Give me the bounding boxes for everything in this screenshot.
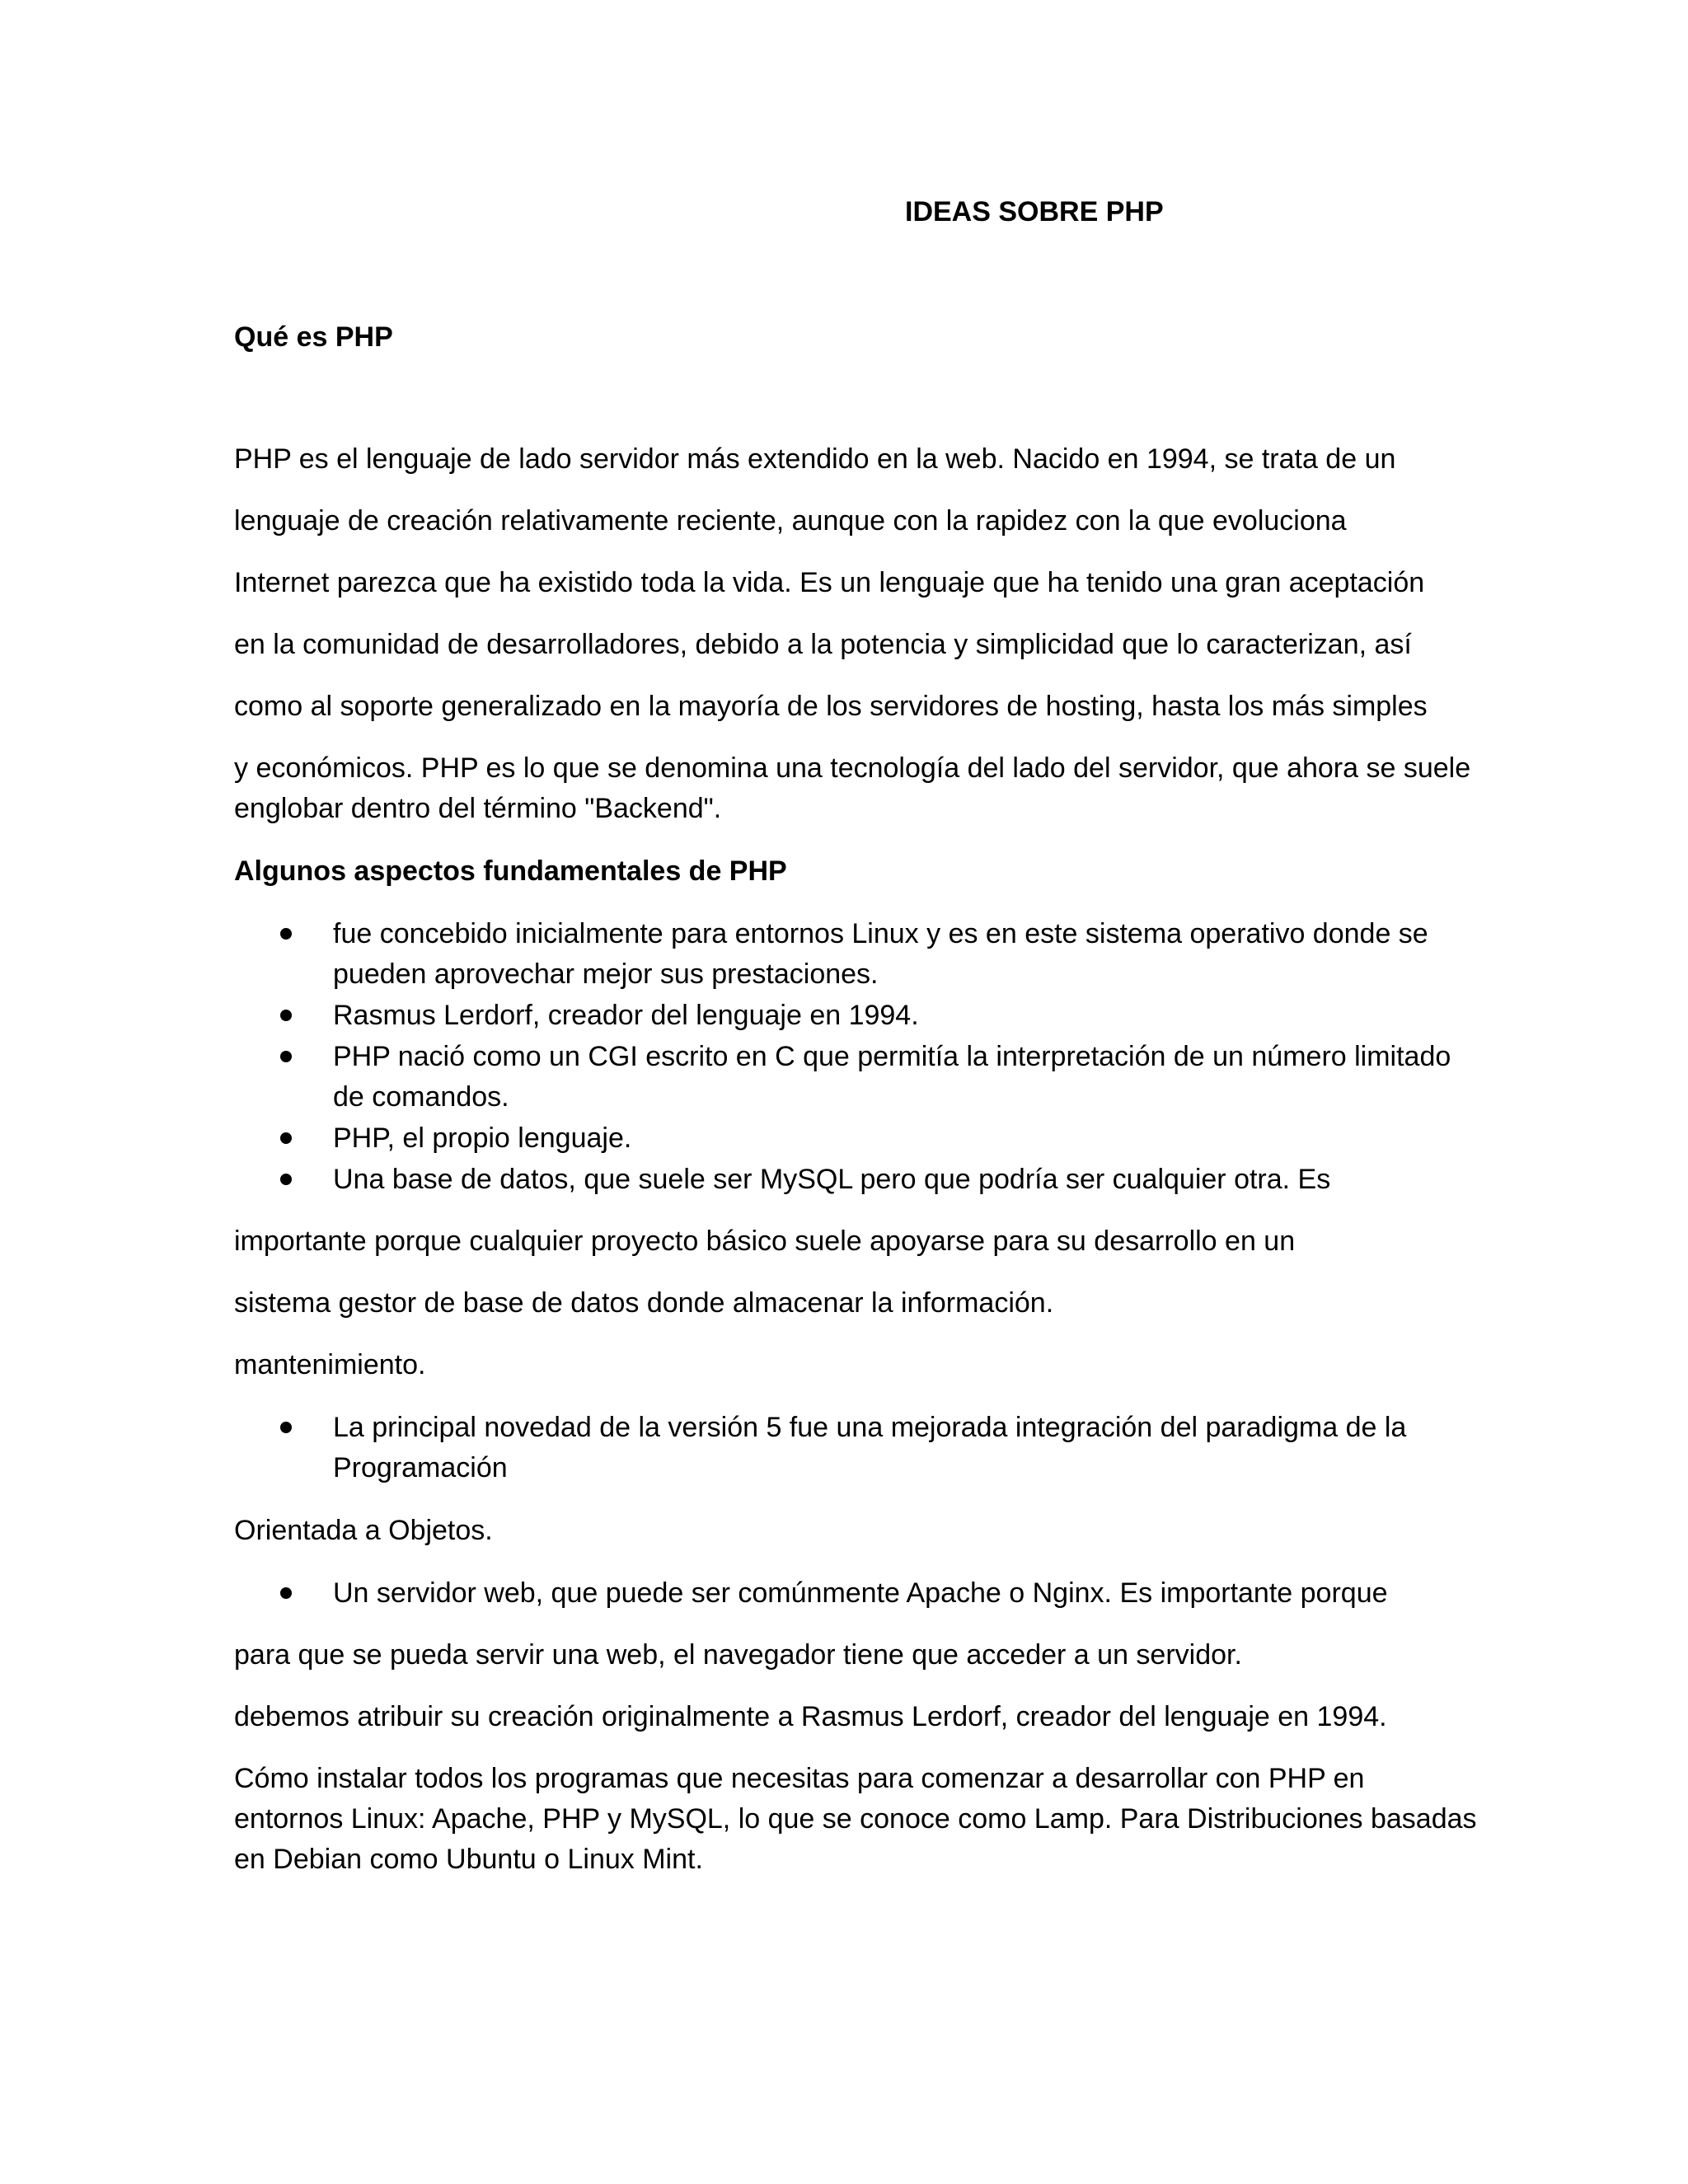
bullet-1-line-2: pueden aprovechar mejor sus prestaciones. [333,958,879,990]
bullet-4-line-1: PHP, el propio lenguaje. [333,1122,632,1154]
bullet-1-line-1: fue concebido inicialmente para entornos Linux y es en este sistema operativo donde se [333,918,1428,949]
paragraph-object-oriented: Orientada a Objetos. [234,1515,493,1546]
heading-aspects: Algunos aspectos fundamentales de PHP [234,855,787,887]
intro-line-4: en la comunidad de desarrolladores, debido a la potencia y simplicidad que lo caracterizan, así [234,629,1412,660]
paragraph-db-line-1: importante porque cualquier proyecto básico suele apoyarse para su desarrollo en un [234,1226,1296,1257]
intro-line-1: PHP es el lenguaje de lado servidor más extendido en la web. Nacido en 1994, se trata de un [234,443,1396,475]
closing-line-3: en Debian como Ubuntu o Linux Mint. [234,1844,703,1875]
bullet-2-line-1: Rasmus Lerdorf, creador del lenguaje en 1994. [333,1000,919,1031]
intro-line-3: Internet parezca que ha existido toda la vida. Es un lenguaje que ha tenido una gran aceptación [234,567,1425,598]
bullet-5-line-1: Una base de datos, que suele ser MySQL pero que podría ser cualquier otra. Es [333,1164,1331,1195]
bullet-marker [280,1132,292,1144]
intro-line-7: englobar dentro del término "Backend". [234,793,722,824]
intro-line-2: lenguaje de creación relativamente reciente, aunque con la rapidez con la que evoluciona [234,505,1347,537]
bullet-marker [280,1051,292,1062]
closing-line-2: entornos Linux: Apache, PHP y MySQL, lo que se conoce como Lamp. Para Distribuciones basadas [234,1803,1477,1835]
paragraph-db-line-2: sistema gestor de base de datos donde almacenar la información. [234,1287,1054,1319]
bullet-3-line-2: de comandos. [333,1081,509,1113]
bullet-marker [280,1010,292,1021]
bullet-marker [280,1422,292,1433]
document-title: IDEAS SOBRE PHP [905,196,1164,227]
closing-line-1: Cómo instalar todos los programas que necesitas para comenzar a desarrollar con PHP en [234,1763,1365,1794]
bullet-3-line-1: PHP nació como un CGI escrito en C que permitía la interpretación de un número limitado [333,1041,1451,1072]
bullet-marker [280,928,292,940]
paragraph-maintenance: mantenimiento. [234,1349,426,1380]
bullet-v5-line-1: La principal novedad de la versión 5 fue una mejorada integración del paradigma de la [333,1412,1407,1443]
bullet-marker [280,1174,292,1185]
paragraph-creation: debemos atribuir su creación originalmente a Rasmus Lerdorf, creador del lenguaje en 1994. [234,1701,1387,1732]
intro-line-5: como al soporte generalizado en la mayoría de los servidores de hosting, hasta los más simples [234,691,1428,722]
intro-line-6: y económicos. PHP es lo que se denomina una tecnología del lado del servidor, que ahora se suele [234,752,1471,784]
bullet-server-line-1: Un servidor web, que puede ser comúnmente Apache o Nginx. Es importante porque [333,1577,1388,1609]
heading-what-is-php: Qué es PHP [234,321,393,353]
bullet-marker [280,1587,292,1599]
bullet-v5-line-2: Programación [333,1452,508,1483]
paragraph-server: para que se pueda servir una web, el navegador tiene que acceder a un servidor. [234,1639,1242,1671]
